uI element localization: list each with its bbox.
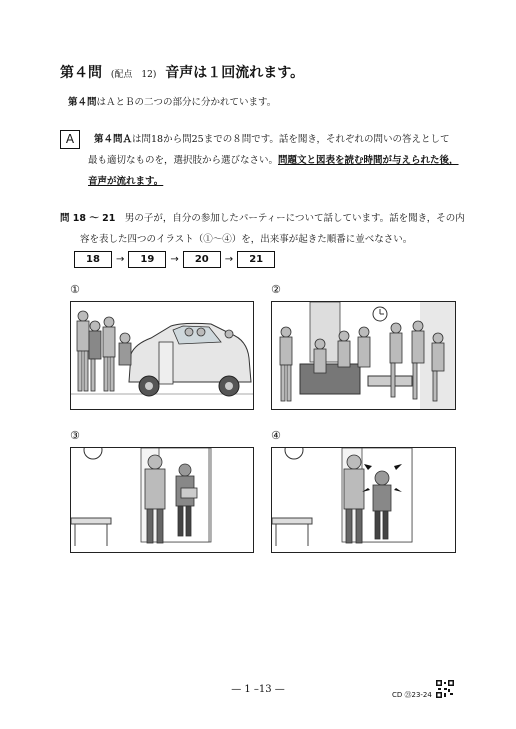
arrow-icon: →: [170, 254, 179, 265]
part-a-bold: 第４問Ａ: [94, 134, 133, 145]
answer-box-18[interactable]: 18: [74, 251, 112, 268]
question-line-2: [80, 229, 412, 250]
illustration-number-4: ④: [271, 429, 281, 442]
title-note: 音声は１回流れます。: [165, 65, 305, 81]
answer-box-20[interactable]: 20: [183, 251, 221, 268]
question-text-2: 容を表した四つのイラスト（①～④）を，出来事が起きた順番に並べなさい。: [80, 234, 413, 245]
cd-track: CD ㉓23-24: [392, 691, 432, 699]
question-label: 問 18 ～ 21: [60, 213, 116, 224]
illustration-surprised-at-door: [271, 447, 456, 553]
question-line-1: [60, 208, 465, 229]
illustration-delivery-door: [70, 447, 254, 553]
illustration-car-arrival: [70, 301, 254, 410]
part-a-line-1-text: は問18から問25までの８問です。話を聞き，それぞれの問いの答えとして: [132, 134, 450, 145]
illustration-number-3: ③: [70, 429, 80, 442]
title-points: (配点 12): [110, 70, 157, 80]
answer-box-21[interactable]: 21: [237, 251, 275, 268]
title-main: 第４問: [60, 65, 102, 81]
part-a-line-2: [88, 150, 459, 171]
intro-bold: 第４問: [68, 97, 97, 108]
answer-sequence: [74, 251, 275, 268]
part-a-line-2-text: 最も適切なものを，選択肢から選びなさい。: [88, 155, 279, 166]
illustration-number-1: ①: [70, 283, 80, 296]
illustration-number-2: ②: [271, 283, 281, 296]
arrow-icon: →: [224, 254, 234, 265]
qr-code-icon: [436, 680, 454, 698]
part-a-line-3: [88, 171, 163, 192]
part-a-underlined-2: 音声が流れます。: [88, 176, 164, 187]
part-a-label: A: [60, 130, 80, 149]
page-number: — 1 –13 —: [231, 684, 285, 695]
part-a-underlined-1: 問題文と図表を読む時間が与えられた後，: [278, 155, 459, 166]
intro-rest: はＡとＢの二つの部分に分かれています。: [96, 97, 277, 108]
intro-text: [68, 94, 276, 108]
illustration-party-room: [271, 301, 456, 410]
arrow-icon: →: [116, 254, 125, 265]
answer-box-19[interactable]: 19: [128, 251, 166, 268]
part-a-line-1: [94, 129, 450, 150]
section-title: [60, 62, 304, 82]
question-text-1: 男の子が，自分の参加したパーティーについて話しています。話を聞き，その内: [124, 213, 465, 224]
